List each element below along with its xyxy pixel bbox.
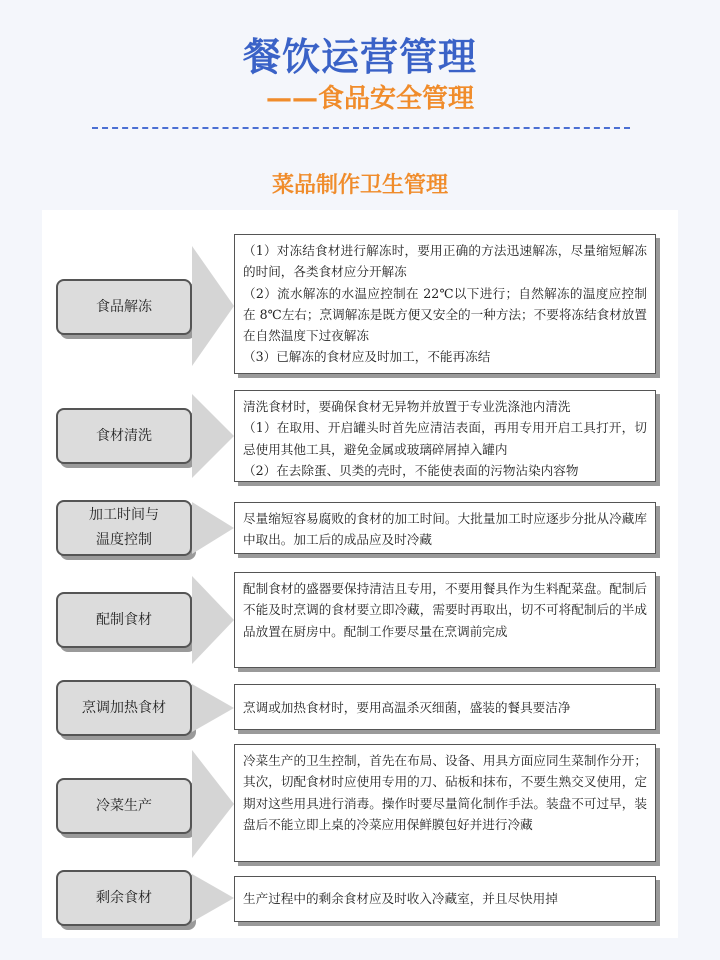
row-label: 烹调加热食材	[56, 680, 192, 736]
row-food-thawing	[42, 234, 678, 378]
arrow-shape	[192, 502, 234, 554]
row-content: 配制食材的盛器要保持清洁且专用，不要用餐具作为生料配菜盘。配制后不能及时烹调的食材要立即冷藏，需要时再取出，切不可将配制后的半成品放置在厨房中。配制工作要尽量在烹调前完成	[234, 572, 656, 668]
row-ingredient-washing	[42, 390, 678, 486]
row-label: 冷菜生产	[56, 778, 192, 834]
arrow-shape	[192, 874, 234, 922]
content-panel	[42, 210, 678, 938]
row-content: 冷菜生产的卫生控制，首先在布局、设备、用具方面应同生菜制作分开；其次，切配食材时应使用专用的刀、砧板和抹布，不要生熟交叉使用，定期对这些用具进行消毒。操作时要尽量简化制作手法。装盘不可过早，装盘后不能立即上桌的冷菜应用保鲜膜包好并进行冷藏	[234, 744, 656, 862]
row-label: 食材清洗	[56, 408, 192, 464]
arrow-shape	[192, 750, 234, 858]
row-label: 配制食材	[56, 592, 192, 648]
arrow-shape	[192, 684, 234, 732]
row-cold-dish	[42, 744, 678, 868]
row-leftover	[42, 870, 678, 930]
row-content: 生产过程中的剩余食材应及时收入冷藏室，并且尽快用掉	[234, 876, 656, 922]
arrow-shape	[192, 246, 234, 366]
row-content: （1）对冻结食材进行解冻时，要用正确的方法迅速解冻，尽量缩短解冻的时间，各类食材应分开解冻 （2）流水解冻的水温应控制在 22℃以下进行；自然解冻的温度应控制在 8℃左右；烹调解冻是既方便又安全的一种方法；不要将冻结食材放置在自然温度下过夜解冻 （3）已解冻的食材应及时加工，不能再冻结	[234, 234, 656, 374]
row-label: 食品解冻	[56, 279, 192, 335]
dashed-divider	[92, 127, 630, 129]
arrow-shape	[192, 394, 234, 478]
row-content: 烹调或加热食材时，要用高温杀灭细菌，盛装的餐具要洁净	[234, 684, 656, 730]
row-content: 尽量缩短容易腐败的食材的加工时间。大批量加工时应逐步分批从冷藏库中取出。加工后的成品应及时冷藏	[234, 502, 656, 554]
page-subtitle: ——食品安全管理	[265, 84, 474, 114]
row-time-temperature	[42, 500, 678, 560]
arrow-shape	[192, 576, 234, 664]
row-ingredient-prep	[42, 572, 678, 672]
page-title: 餐饮运营管理	[242, 35, 477, 79]
row-label: 加工时间与 温度控制	[56, 500, 192, 556]
row-label: 剩余食材	[56, 870, 192, 926]
row-content: 清洗食材时，要确保食材无异物并放置于专业洗涤池内清洗 （1）在取用、开启罐头时首先应清洁表面，再用专用开启工具打开，切忌使用其他工具，避免金属或玻璃碎屑掉入罐内 （2）在去除蛋、贝类的壳时，不能使表面的污物沾染内容物	[234, 390, 656, 482]
section-title: 菜品制作卫生管理	[271, 173, 448, 198]
row-cooking-heating	[42, 680, 678, 740]
